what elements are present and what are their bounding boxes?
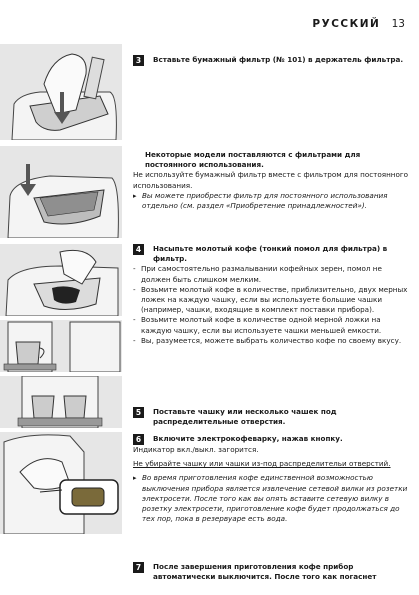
step-title: Поставьте чашку или несколько чашек под распределительные отверстия.	[153, 407, 337, 427]
step-title: Вставьте бумажный фильтр (№ 101) в держатель фильтра.	[153, 55, 404, 64]
coffee-bullet: - При самостоятельно размалывании кофейных зерен, помол не должен быть слишком мелким.	[133, 264, 411, 284]
note-heading: Некоторые модели поставляются с фильтрами для постоянного использования.	[145, 150, 361, 170]
illustration-add-coffee	[0, 244, 122, 316]
power-tip: ▸ Во время приготовления кофе единственной возможностью выключения прибора является извлечение сетевой вилки из розетки электросети. После того как вы опять вставите сетевую вилку в розетку электросети, приготовление кофе будет продолжаться до тех пор, пока в резервуаре есть вода.	[133, 473, 411, 524]
coffee-bullet: - Возьмите молотый кофе в количестве, приблизительно, двух мерных ложек на каждую чашку, если вы используете большие чашки (например, чашки, входящие в комплект поставки прибора).	[133, 285, 411, 316]
language-label: РУССКИЙ	[312, 18, 381, 30]
permanent-filter-note	[133, 150, 411, 211]
step-number: 5	[133, 407, 144, 418]
step-number: 7	[133, 562, 144, 573]
illustration-insert-filter	[0, 44, 122, 140]
coffee-bullet: - Возьмите молотый кофе в количестве одной мерной ложки на каждую чашку, если вы используете чашки меньшей емкости.	[133, 315, 411, 335]
page-number: 13	[391, 18, 405, 30]
step-number: 3	[133, 55, 144, 66]
step-title: Насыпьте молотый кофе (тонкий помол для фильтра) в фильтр.	[153, 244, 388, 264]
step-title: Включите электрокофеварку, нажав кнопку.	[153, 434, 343, 443]
illustration-power-switch	[0, 432, 122, 534]
step-number: 4	[133, 244, 144, 255]
note-text: Не используйте бумажный фильтр вместе с фильтром для постоянного использования.	[133, 170, 409, 190]
illustration-permanent-filter	[0, 146, 122, 238]
step-number: 6	[133, 434, 144, 445]
illustration-cups	[0, 320, 122, 372]
coffee-bullet: - Вы, разумеется, можете выбрать количество кофе по своему вкусу.	[133, 336, 411, 346]
step-6	[133, 434, 411, 524]
step-title: После завершения приготовления кофе прибор автоматически выключится. После того как погаснет	[153, 562, 377, 582]
step-5	[133, 407, 411, 427]
cups-warning: Не убирайте чашку или чашки из-под распределительи отверстий.	[133, 459, 391, 469]
step-7	[133, 562, 411, 582]
step-3	[133, 55, 411, 66]
note-tip: ▸ Вы можете приобрести фильтр для постоянного использования отдельно (см. раздел «Приобретение принадлежностей»).	[133, 191, 411, 211]
page-header	[312, 18, 405, 30]
illustration-two-cups	[0, 376, 122, 428]
indicator-text: Индикатор вкл./выкл. загорится.	[133, 445, 259, 454]
step-4	[133, 244, 411, 346]
